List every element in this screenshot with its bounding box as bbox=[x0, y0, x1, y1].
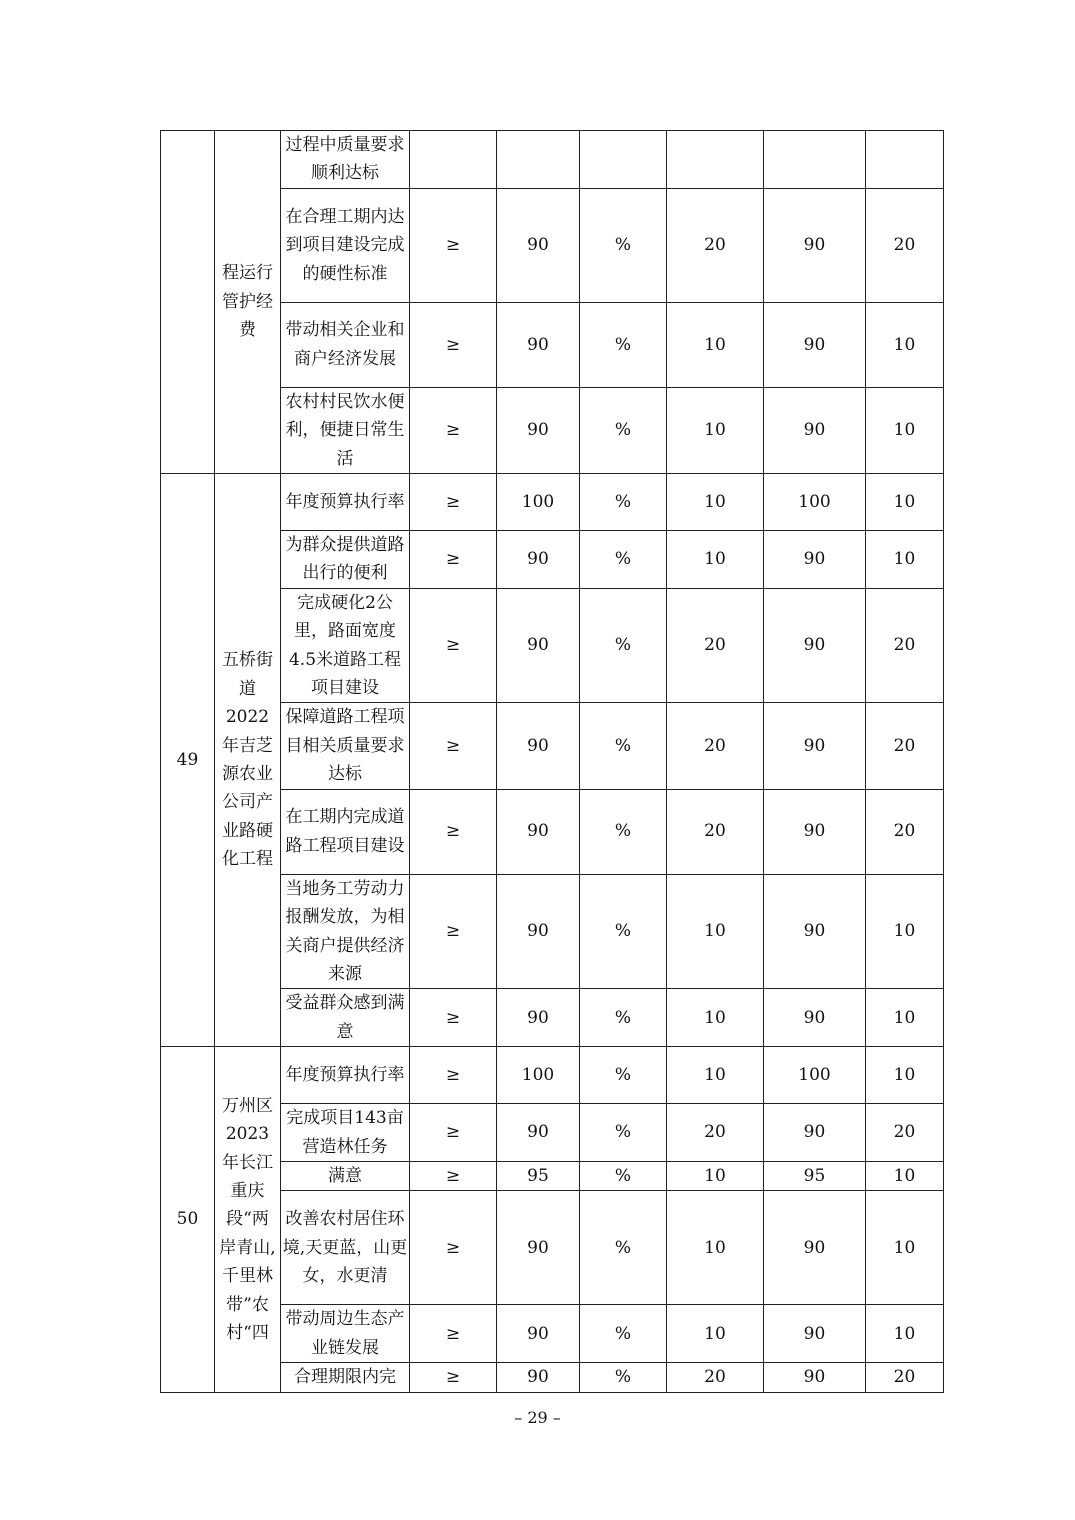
weight-cell: 10 bbox=[667, 531, 764, 589]
target-cell: 90 bbox=[497, 789, 580, 874]
indicator-cell: 完成项目143亩营造林任务 bbox=[281, 1104, 410, 1162]
actual-cell: 90 bbox=[764, 789, 866, 874]
score-cell: 10 bbox=[866, 1191, 944, 1305]
weight-cell: 10 bbox=[667, 874, 764, 989]
unit-cell bbox=[580, 131, 667, 189]
indicator-cell: 带动相关企业和商户经济发展 bbox=[281, 302, 410, 387]
indicator-cell: 农村村民饮水便利，便捷日常生活 bbox=[281, 387, 410, 473]
performance-table bbox=[160, 130, 944, 1393]
unit-cell: % bbox=[580, 989, 667, 1047]
weight-cell: 10 bbox=[667, 1047, 764, 1104]
project-name-cell: 程运行管护经费 bbox=[215, 131, 281, 474]
score-cell: 20 bbox=[866, 588, 944, 703]
weight-cell: 10 bbox=[667, 474, 764, 531]
indicator-cell: 当地务工劳动力报酬发放，为相关商户提供经济来源 bbox=[281, 874, 410, 989]
score-cell: 10 bbox=[866, 1047, 944, 1104]
actual-cell: 100 bbox=[764, 474, 866, 531]
operator-cell: ≥ bbox=[410, 531, 497, 589]
operator-cell: ≥ bbox=[410, 874, 497, 989]
weight-cell: 10 bbox=[667, 387, 764, 473]
score-cell: 20 bbox=[866, 703, 944, 789]
unit-cell: % bbox=[580, 474, 667, 531]
target-cell: 100 bbox=[497, 1047, 580, 1104]
indicator-cell: 年度预算执行率 bbox=[281, 474, 410, 531]
unit-cell: % bbox=[580, 1191, 667, 1305]
indicator-cell: 年度预算执行率 bbox=[281, 1047, 410, 1104]
indicator-cell: 合理期限内完 bbox=[281, 1363, 410, 1393]
weight-cell: 20 bbox=[667, 703, 764, 789]
score-cell: 10 bbox=[866, 989, 944, 1047]
operator-cell: ≥ bbox=[410, 1104, 497, 1162]
target-cell: 90 bbox=[497, 1104, 580, 1162]
actual-cell: 90 bbox=[764, 387, 866, 473]
weight-cell: 20 bbox=[667, 789, 764, 874]
actual-cell: 90 bbox=[764, 1104, 866, 1162]
score-cell bbox=[866, 131, 944, 189]
target-cell: 90 bbox=[497, 874, 580, 989]
score-cell: 10 bbox=[866, 474, 944, 531]
indicator-cell: 保障道路工程项目相关质量要求达标 bbox=[281, 703, 410, 789]
weight-cell: 20 bbox=[667, 588, 764, 703]
operator-cell: ≥ bbox=[410, 302, 497, 387]
actual-cell: 90 bbox=[764, 703, 866, 789]
weight-cell: 10 bbox=[667, 1305, 764, 1363]
target-cell: 90 bbox=[497, 188, 580, 302]
unit-cell: % bbox=[580, 1047, 667, 1104]
unit-cell: % bbox=[580, 874, 667, 989]
table-row bbox=[161, 1047, 944, 1104]
target-cell: 90 bbox=[497, 1305, 580, 1363]
actual-cell: 90 bbox=[764, 874, 866, 989]
score-cell: 10 bbox=[866, 1305, 944, 1363]
indicator-cell: 在工期内完成道路工程项目建设 bbox=[281, 789, 410, 874]
indicator-cell: 在合理工期内达到项目建设完成的硬性标准 bbox=[281, 188, 410, 302]
target-cell: 90 bbox=[497, 531, 580, 589]
actual-cell: 90 bbox=[764, 531, 866, 589]
score-cell: 20 bbox=[866, 1363, 944, 1393]
operator-cell: ≥ bbox=[410, 989, 497, 1047]
operator-cell bbox=[410, 131, 497, 189]
operator-cell: ≥ bbox=[410, 1161, 497, 1190]
target-cell: 95 bbox=[497, 1161, 580, 1190]
target-cell: 90 bbox=[497, 703, 580, 789]
score-cell: 10 bbox=[866, 1161, 944, 1190]
seq-cell: 50 bbox=[161, 1047, 215, 1393]
unit-cell: % bbox=[580, 387, 667, 473]
unit-cell: % bbox=[580, 1161, 667, 1190]
target-cell: 90 bbox=[497, 588, 580, 703]
project-name-cell: 五桥街道2022年吉芝源农业公司产业路硬化工程 bbox=[215, 474, 281, 1047]
operator-cell: ≥ bbox=[410, 703, 497, 789]
unit-cell: % bbox=[580, 302, 667, 387]
score-cell: 20 bbox=[866, 789, 944, 874]
indicator-cell: 为群众提供道路出行的便利 bbox=[281, 531, 410, 589]
indicator-cell: 过程中质量要求顺利达标 bbox=[281, 131, 410, 189]
score-cell: 10 bbox=[866, 302, 944, 387]
actual-cell: 90 bbox=[764, 302, 866, 387]
actual-cell bbox=[764, 131, 866, 189]
weight-cell bbox=[667, 131, 764, 189]
unit-cell: % bbox=[580, 588, 667, 703]
weight-cell: 10 bbox=[667, 1191, 764, 1305]
weight-cell: 20 bbox=[667, 1104, 764, 1162]
actual-cell: 90 bbox=[764, 188, 866, 302]
unit-cell: % bbox=[580, 531, 667, 589]
unit-cell: % bbox=[580, 1104, 667, 1162]
actual-cell: 90 bbox=[764, 1305, 866, 1363]
weight-cell: 20 bbox=[667, 1363, 764, 1393]
operator-cell: ≥ bbox=[410, 1363, 497, 1393]
operator-cell: ≥ bbox=[410, 1305, 497, 1363]
actual-cell: 90 bbox=[764, 989, 866, 1047]
unit-cell: % bbox=[580, 703, 667, 789]
operator-cell: ≥ bbox=[410, 387, 497, 473]
operator-cell: ≥ bbox=[410, 474, 497, 531]
unit-cell: % bbox=[580, 188, 667, 302]
operator-cell: ≥ bbox=[410, 1191, 497, 1305]
score-cell: 10 bbox=[866, 531, 944, 589]
unit-cell: % bbox=[580, 789, 667, 874]
target-cell: 90 bbox=[497, 989, 580, 1047]
seq-cell bbox=[161, 131, 215, 474]
page-number: – 29 – bbox=[514, 1408, 561, 1427]
target-cell bbox=[497, 131, 580, 189]
indicator-cell: 带动周边生态产业链发展 bbox=[281, 1305, 410, 1363]
weight-cell: 10 bbox=[667, 302, 764, 387]
indicator-cell: 改善农村居住环境,天更蓝，山更女，水更清 bbox=[281, 1191, 410, 1305]
operator-cell: ≥ bbox=[410, 188, 497, 302]
score-cell: 10 bbox=[866, 874, 944, 989]
operator-cell: ≥ bbox=[410, 789, 497, 874]
indicator-cell: 完成硬化2公里，路面宽度4.5米道路工程项目建设 bbox=[281, 588, 410, 703]
actual-cell: 90 bbox=[764, 1191, 866, 1305]
weight-cell: 10 bbox=[667, 989, 764, 1047]
target-cell: 90 bbox=[497, 387, 580, 473]
operator-cell: ≥ bbox=[410, 588, 497, 703]
target-cell: 90 bbox=[497, 1191, 580, 1305]
actual-cell: 100 bbox=[764, 1047, 866, 1104]
target-cell: 90 bbox=[497, 302, 580, 387]
actual-cell: 95 bbox=[764, 1161, 866, 1190]
seq-cell: 49 bbox=[161, 474, 215, 1047]
score-cell: 20 bbox=[866, 188, 944, 302]
actual-cell: 90 bbox=[764, 588, 866, 703]
weight-cell: 20 bbox=[667, 188, 764, 302]
table-row bbox=[161, 131, 944, 189]
indicator-cell: 满意 bbox=[281, 1161, 410, 1190]
operator-cell: ≥ bbox=[410, 1047, 497, 1104]
weight-cell: 10 bbox=[667, 1161, 764, 1190]
target-cell: 100 bbox=[497, 474, 580, 531]
actual-cell: 90 bbox=[764, 1363, 866, 1393]
table-row bbox=[161, 474, 944, 531]
unit-cell: % bbox=[580, 1363, 667, 1393]
indicator-cell: 受益群众感到满意 bbox=[281, 989, 410, 1047]
target-cell: 90 bbox=[497, 1363, 580, 1393]
unit-cell: % bbox=[580, 1305, 667, 1363]
score-cell: 20 bbox=[866, 1104, 944, 1162]
score-cell: 10 bbox=[866, 387, 944, 473]
project-name-cell: 万州区2023年长江重庆段“两岸青山,千里林带”农村“四 bbox=[215, 1047, 281, 1393]
